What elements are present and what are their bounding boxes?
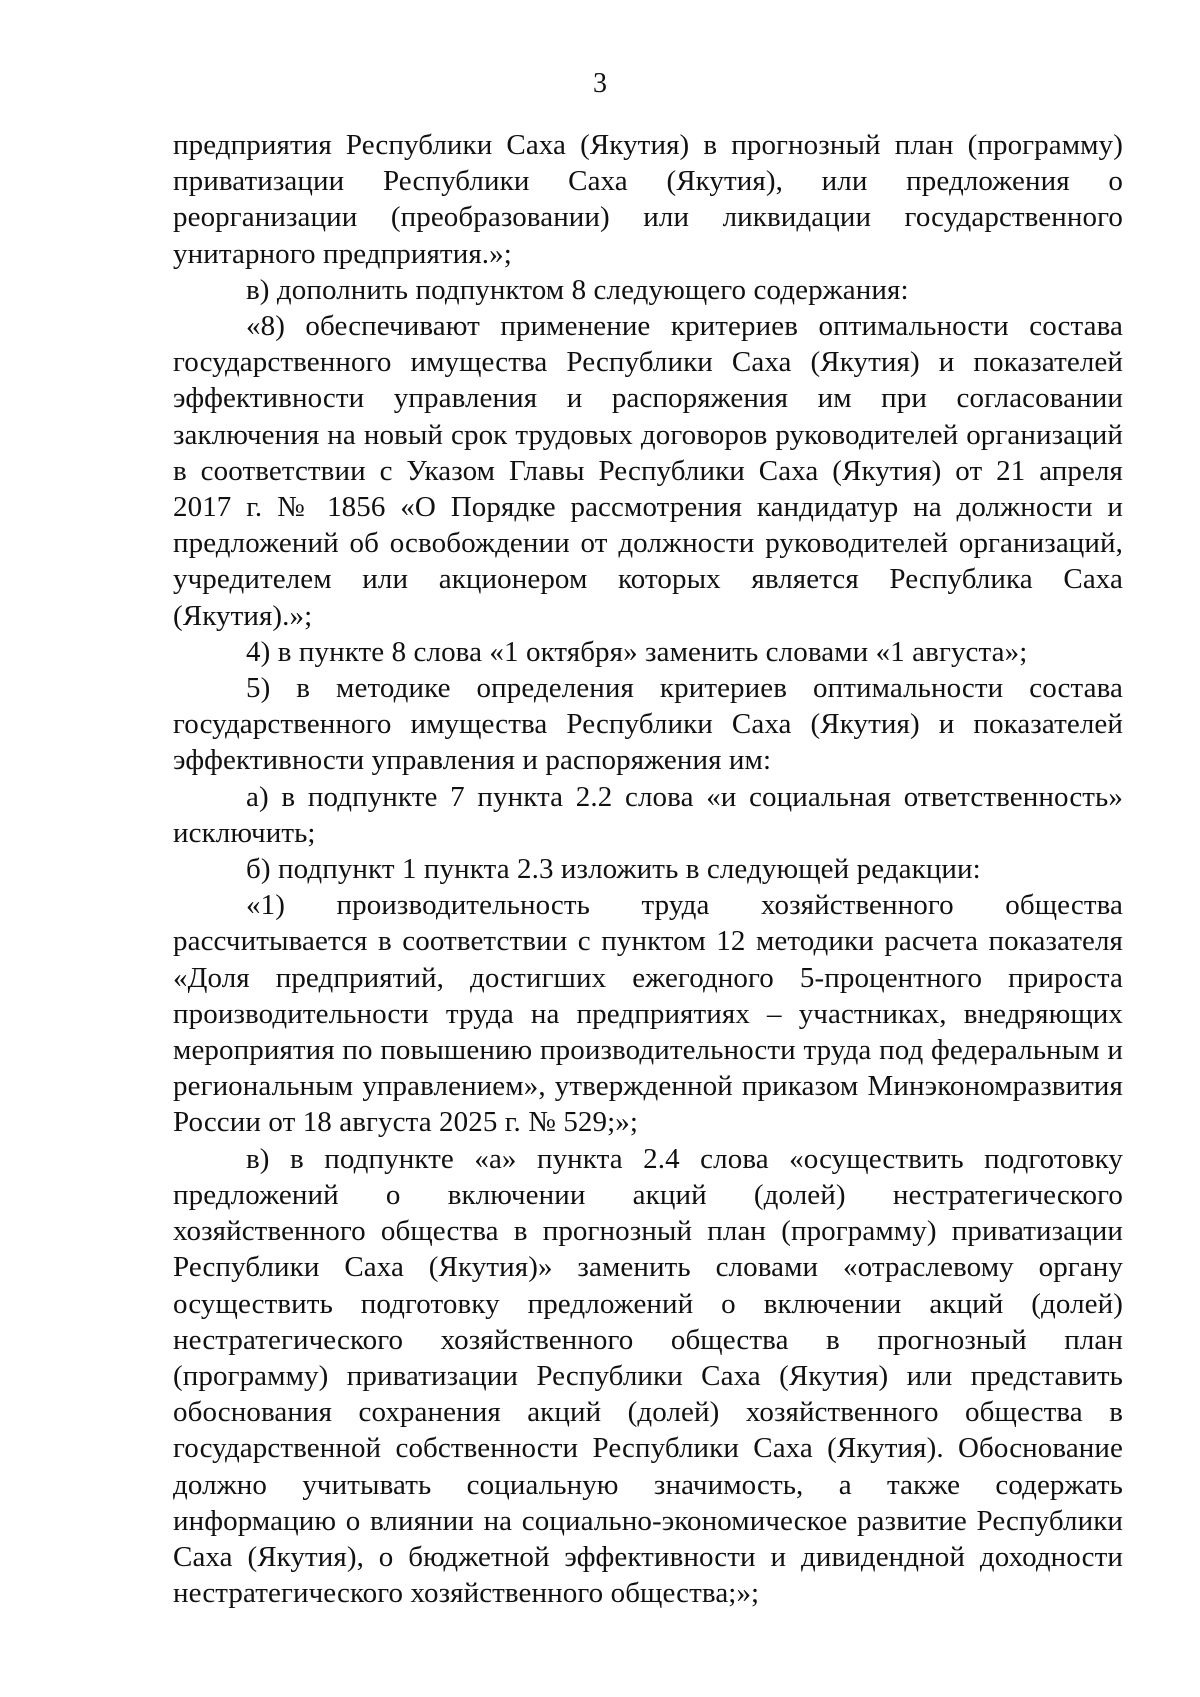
page-number: 3 [593, 68, 607, 99]
paragraph: «1) производительность труда хозяйственного общества рассчитывается в соответствии с пунктом 12 методики расчета показателя «Доля предприятий, достигших ежегодного 5-процентного прироста производительности труда на предприятиях – участниках, внедряющих мероприятия по повышению производительности труда под федеральным и региональным управлением», утвержденной приказом Минэкономразвития России от 18 августа 2025 г. № 529;»; [173, 889, 1123, 1139]
paragraph: 4) в пункте 8 слова «1 октября» заменить словами «1 августа»; [246, 635, 1028, 668]
paragraph: в) дополнить подпунктом 8 следующего содержания: [246, 273, 909, 306]
paragraph: б) подпункт 1 пункта 2.3 изложить в следующей редакции: [246, 853, 981, 886]
document-body [173, 127, 1123, 1611]
paragraph: предприятия Республики Саха (Якутия) в прогнозный план (программу) приватизации Республики Саха (Якутия), или предложения о реорганизации (преобразовании) или ликвидации государственного унитарного предприятия.»; [173, 129, 1123, 270]
paragraph: а) в подпункте 7 пункта 2.2 слова «и социальная ответственность» исключить; [173, 780, 1123, 849]
paragraph: в) в подпункте «а» пункта 2.4 слова «осуществить подготовку предложений о включении акций (долей) нестратегического хозяйственного общества в прогнозный план (программу) приватизации Республики Саха (Якутия)» заменить словами «отраслевому органу осуществить подготовку предложений о включении акций (долей) нестратегического хозяйственного общества в прогнозный план (программу) приватизации Республики Саха (Якутия) или представить обоснования сохранения акций (долей) хозяйственного общества в государственной собственности Республики Саха (Якутия). Обоснование должно учитывать социальную значимость, а также содержать информацию о влиянии на социально-экономическое развитие Республики Саха (Якутия), о бюджетной эффективности и дивидендной доходности нестратегического хозяйственного общества;»; [173, 1142, 1123, 1610]
paragraph: 5) в методике определения критериев оптимальности состава государственного имущества Республики Саха (Якутия) и показателей эффективности управления и распоряжения им: [173, 672, 1123, 777]
paragraph: «8) обеспечивают применение критериев оптимальности состава государственного имущества Республики Саха (Якутия) и показателей эффективности управления и распоряжения им при согласовании заключения на новый срок трудовых договоров руководителей организаций в соответствии с Указом Главы Республики Саха (Якутия) от 21 апреля 2017 г. № 1856 «О Порядке рассмотрения кандидатур на должности и предложений об освобождении от должности руководителей организаций, учредителем или акционером которых является Республика Саха (Якутия).»; [173, 310, 1123, 632]
